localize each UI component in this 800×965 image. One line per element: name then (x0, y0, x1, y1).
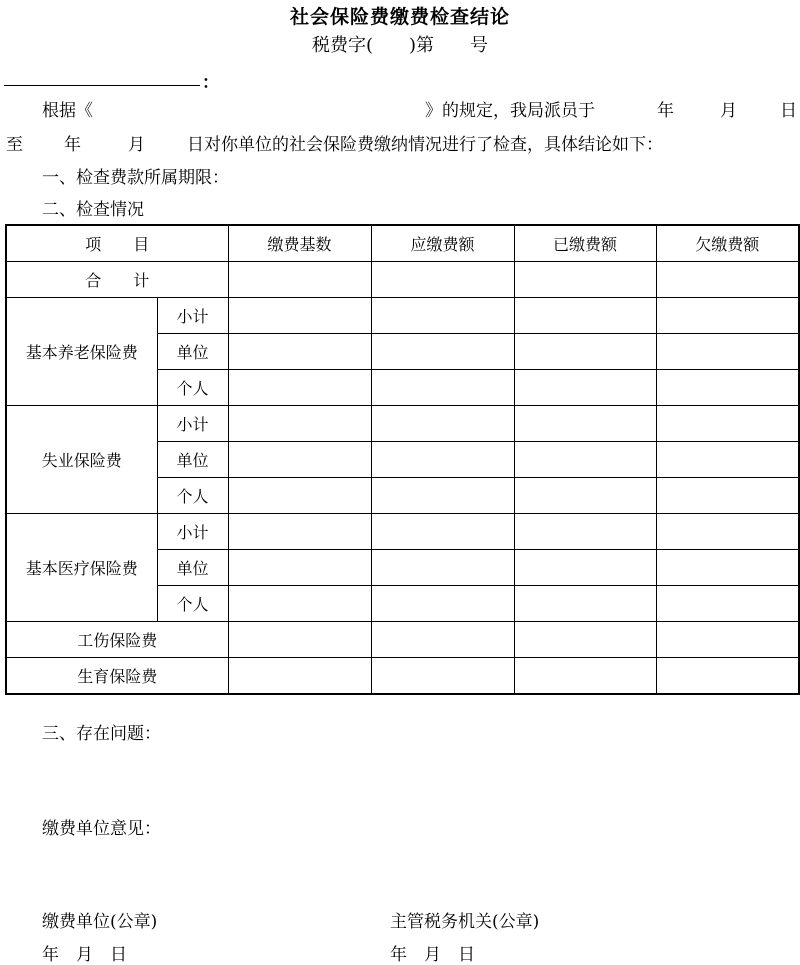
cell-input[interactable] (514, 334, 656, 370)
document-title: 社会保险费缴费检查结论 (289, 6, 510, 28)
cell-input[interactable] (228, 298, 371, 334)
cell-input[interactable] (228, 442, 371, 478)
header-payable: 应缴费额 (371, 225, 514, 262)
cell-input[interactable] (228, 550, 371, 586)
header-item: 项 目 (6, 225, 228, 262)
group-label-pension: 基本养老保险费 (6, 298, 157, 406)
header-arrears: 欠缴费额 (656, 225, 799, 262)
para1-regulation-text: 》的规定，我局派员于 (425, 101, 595, 121)
sub-label: 单位 (157, 550, 228, 586)
cell-input[interactable] (656, 262, 799, 298)
cell-input[interactable] (371, 622, 514, 658)
sub-label: 小计 (157, 514, 228, 550)
cell-input[interactable] (656, 370, 799, 406)
cell-input[interactable] (656, 586, 799, 622)
cell-input[interactable] (228, 622, 371, 658)
para1-until-label: 至 (6, 135, 23, 155)
sub-label: 单位 (157, 442, 228, 478)
cell-input[interactable] (228, 478, 371, 514)
cell-input[interactable] (371, 442, 514, 478)
cell-input[interactable] (514, 658, 656, 695)
payer-opinion-label: 缴费单位意见： (42, 819, 161, 839)
cell-input[interactable] (656, 514, 799, 550)
cell-input[interactable] (371, 406, 514, 442)
cell-input[interactable] (514, 550, 656, 586)
cell-input[interactable] (371, 658, 514, 695)
cell-input[interactable] (514, 406, 656, 442)
cell-input[interactable] (514, 262, 656, 298)
cell-input[interactable] (371, 298, 514, 334)
cell-input[interactable] (371, 514, 514, 550)
cell-input[interactable] (371, 586, 514, 622)
cell-input[interactable] (228, 370, 371, 406)
payer-seal-label: 缴费单位(公章) (42, 912, 158, 932)
cell-input[interactable] (656, 298, 799, 334)
cell-input[interactable] (228, 658, 371, 695)
header-base: 缴费基数 (228, 225, 371, 262)
cell-input[interactable] (514, 622, 656, 658)
section-inspection-status: 二、检查情况 (42, 200, 144, 220)
cell-input[interactable] (514, 370, 656, 406)
cell-input[interactable] (514, 298, 656, 334)
cell-input[interactable] (371, 262, 514, 298)
row-total-label: 合 计 (6, 262, 228, 298)
cell-input[interactable] (656, 478, 799, 514)
cell-input[interactable] (514, 514, 656, 550)
para1-year2-label: 年 (64, 135, 81, 155)
cell-input[interactable] (656, 406, 799, 442)
cell-input[interactable] (228, 334, 371, 370)
cell-input[interactable] (371, 550, 514, 586)
group-label-unemployment: 失业保险费 (6, 406, 157, 514)
cell-input[interactable] (656, 550, 799, 586)
authority-seal-label: 主管税务机关(公章) (390, 912, 540, 932)
sub-label: 个人 (157, 586, 228, 622)
para1-according-to: 根据《 (42, 101, 93, 121)
para1-month-label: 月 (720, 101, 737, 121)
cell-input[interactable] (514, 586, 656, 622)
row-label-work-injury: 工伤保险费 (6, 622, 228, 658)
cell-input[interactable] (228, 586, 371, 622)
addressee-blank-line[interactable] (4, 85, 200, 86)
para1-conclusion-text: 日对你单位的社会保险费缴纳情况进行了检查，具体结论如下： (187, 135, 663, 155)
sub-label: 单位 (157, 334, 228, 370)
document-number: 税费字( )第 号 (311, 35, 489, 56)
cell-input[interactable] (656, 442, 799, 478)
cell-input[interactable] (656, 658, 799, 695)
para1-day-label: 日 (780, 101, 797, 121)
cell-input[interactable] (228, 514, 371, 550)
row-label-maternity: 生育保险费 (6, 658, 228, 695)
cell-input[interactable] (371, 478, 514, 514)
addressee-colon: ： (202, 73, 219, 93)
cell-input[interactable] (228, 262, 371, 298)
cell-input[interactable] (371, 370, 514, 406)
section-inspection-period: 一、检查费款所属期限： (42, 168, 229, 188)
cell-input[interactable] (656, 334, 799, 370)
cell-input[interactable] (514, 442, 656, 478)
sub-label: 个人 (157, 478, 228, 514)
cell-input[interactable] (514, 478, 656, 514)
cell-input[interactable] (656, 622, 799, 658)
sub-label: 小计 (157, 298, 228, 334)
section-problems: 三、存在问题： (42, 724, 161, 744)
para1-year-label: 年 (657, 101, 674, 121)
header-paid: 已缴费额 (514, 225, 656, 262)
sub-label: 个人 (157, 370, 228, 406)
inspection-table (5, 224, 798, 686)
cell-input[interactable] (371, 334, 514, 370)
authority-date-line: 年 月 日 (390, 945, 475, 965)
cell-input[interactable] (228, 406, 371, 442)
sub-label: 小计 (157, 406, 228, 442)
payer-date-line: 年 月 日 (42, 945, 127, 965)
para1-month2-label: 月 (128, 135, 145, 155)
group-label-medical: 基本医疗保险费 (6, 514, 157, 622)
